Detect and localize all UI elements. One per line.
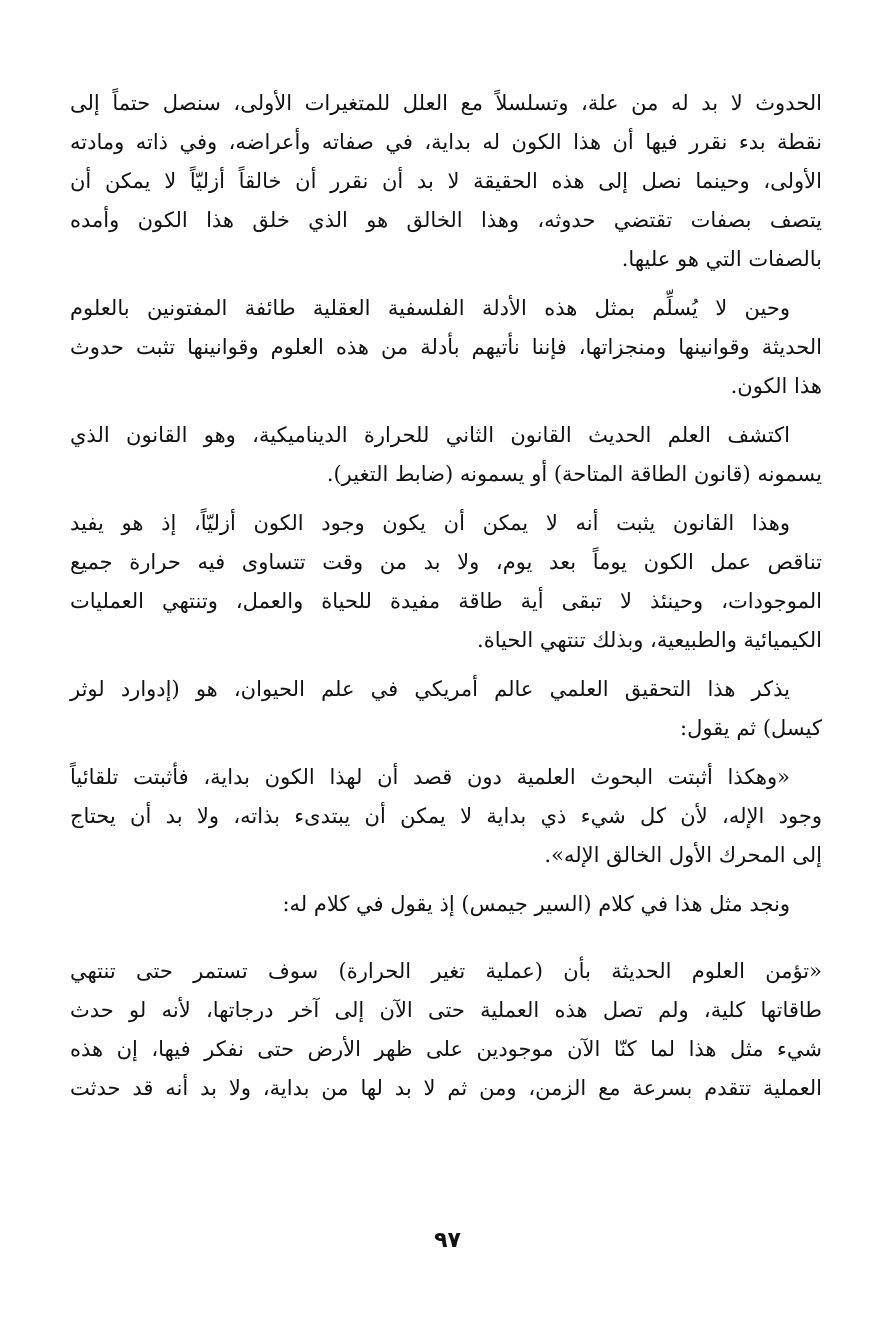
text-line: نقطة بدء نقرر فيها أن هذا الكون له بداية، في صفاته وأعراضه، وفي ذاته ومادته [70,130,822,154]
text-line: طاقاتها كلية، ولم تصل هذه العملية حتى الآن إلى آخر درجاتها، لأنه لو حدث [70,998,822,1022]
text-line: يتصف بصفات تقتضي حدوثه، وهذا الخالق هو الذي خلق هذا الكون وأمده [70,208,822,232]
text-line: الأولى، وحينما نصل إلى هذه الحقيقة لا بد أن نقرر أن خالقاً أزليّاً لا يمكن أن [70,169,822,193]
text-line: هذا الكون. [730,374,822,398]
text-line: وهذا القانون يثبت أنه لا يمكن أن يكون وجود الكون أزليّاً، إذ هو يفيد [70,511,790,535]
text-line: ونجد مثل هذا في كلام (السير جيمس) إذ يقول في كلام له: [282,892,790,916]
page-number: ٩٧ [434,1228,461,1253]
page-body [70,84,822,1108]
paragraph-4 [70,504,822,660]
text-line: اكتشف العلم الحديث القانون الثاني للحرارة الديناميكية، وهو القانون الذي [70,423,790,447]
text-line: يذكر هذا التحقيق العلمي عالم أمريكي في علم الحيوان، هو (إدوارد لوثر [70,677,790,701]
text-line: بالصفات التي هو عليها. [621,247,822,271]
quote-paragraph-1 [70,758,822,875]
text-line: «تؤمن العلوم الحديثة بأن (عملية تغير الحرارة) سوف تستمر حتى تنتهي [70,959,822,983]
text-line: وجود الإله، لأن كل شيء ذي بداية لا يمكن أن يبتدىء بذاته، ولا بد أن يحتاج [70,804,822,828]
paragraph-2 [70,289,822,406]
text-line: «وهكذا أثبتت البحوث العلمية دون قصد أن لهذا الكون بداية، فأثبتت تلقائياً [70,765,790,789]
paragraph-3 [70,416,822,494]
text-line: تناقص عمل الكون يوماً بعد يوم، ولا بد من وقت تتساوى فيه حرارة جميع [70,550,822,574]
paragraph-1 [70,84,822,279]
paragraph-6 [70,885,822,924]
text-line: الحدوث لا بد له من علة، وتسلسلاً مع العلل للمتغيرات الأولى، سنصل حتماً إلى [70,91,822,115]
quote-paragraph-2 [70,952,822,1108]
text-line: العملية تتقدم بسرعة مع الزمن، ومن ثم لا بد لها من بداية، ولا بد أنه قد حدثت [70,1076,822,1100]
text-line: الموجودات، وحينئذ لا تبقى أية طاقة مفيدة للحياة والعمل، وتنتهي العمليات [70,589,822,613]
text-line: إلى المحرك الأول الخالق الإله». [544,843,822,867]
text-line: شيء مثل هذا لما كنّا الآن موجودين على ظهر الأرض حتى نفكر فيها، إن هذه [70,1037,822,1061]
text-line: وحين لا يُسلِّم بمثل هذه الأدلة الفلسفية العقلية طائفة المفتونين بالعلوم [70,296,790,320]
text-line: الحديثة وقوانينها ومنجزاتها، فإننا نأتيهم بأدلة من هذه العلوم وقوانينها تثبت حدوث [70,335,822,359]
text-line: يسمونه (قانون الطاقة المتاحة) أو يسمونه (ضابط التغير). [326,462,822,486]
paragraph-5 [70,670,822,748]
text-line: الكيميائية والطبيعية، وبذلك تنتهي الحياة. [477,628,822,652]
text-line: كيسل) ثم يقول: [680,716,822,740]
